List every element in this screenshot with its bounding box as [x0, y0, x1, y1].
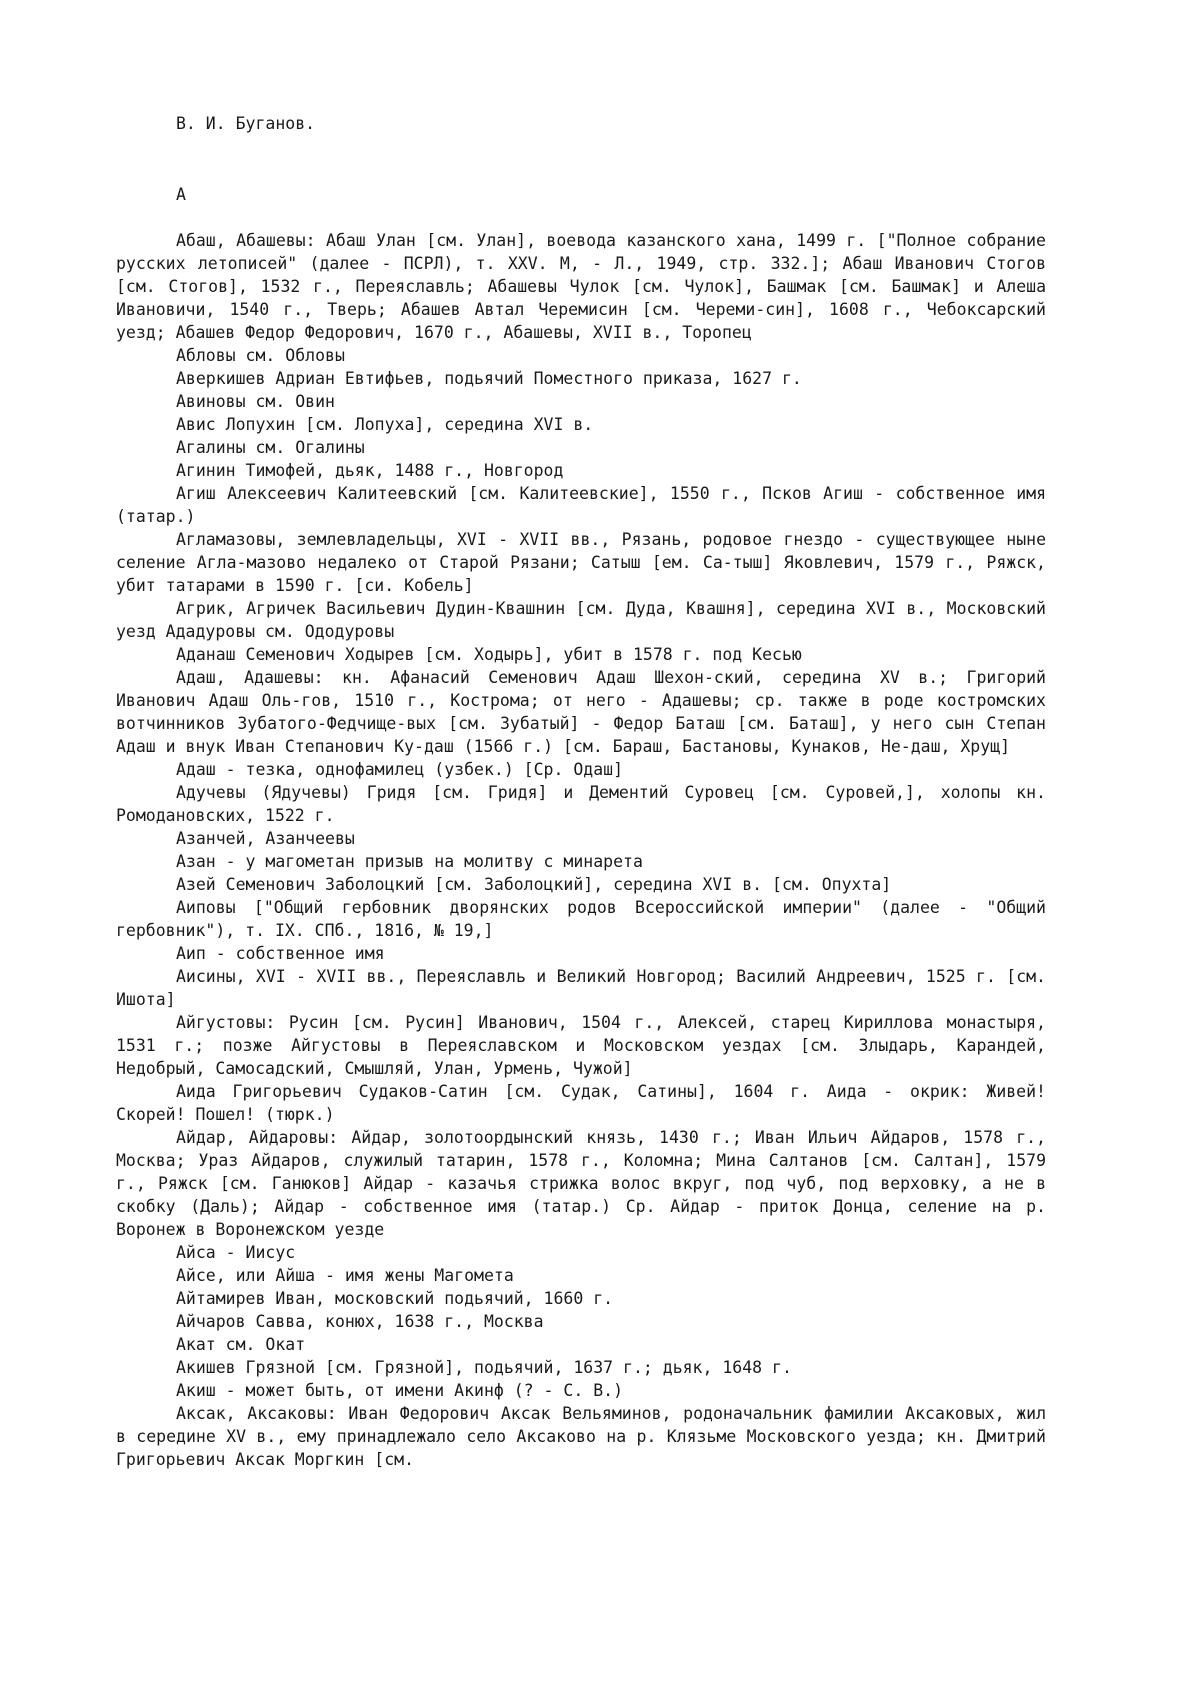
entry: Акишев Грязной [см. Грязной], подьячий, 1637 г.; дьяк, 1648 г. — [176, 1358, 792, 1377]
entry: Адучевы (Ядучевы) Гридя [см. Гридя] и Дементий Суровец [см. Суровей,], холопы кн. Ромодановских, 1522 г. — [116, 783, 1046, 825]
entry: Аип - собственное имя — [176, 944, 385, 963]
entry: Аида Григорьевич Судаков-Сатин [см. Судак, Сатины], 1604 г. Аида - окрик: Живей! Скорей! Пошел! (тюрк.) — [116, 1082, 1046, 1124]
entry: Абловы см. Обловы — [176, 346, 345, 365]
entry: Айтамирев Иван, московский подьячий, 1660 г. — [176, 1289, 614, 1308]
entry: Азанчей, Азанчеевы — [176, 829, 355, 848]
entry: Адаш - тезка, однофамилец (узбек.) [Ср. Одаш] — [176, 760, 624, 779]
entry: Аданаш Семенович Ходырев [см. Ходырь], убит в 1578 г. под Кесью — [176, 645, 802, 664]
entry: Аверкишев Адриан Евтифьев, подьячий Поместного приказа, 1627 г. — [176, 369, 802, 388]
section-letter: А — [176, 185, 186, 204]
entry: Айгустовы: Русин [см. Русин] Иванович, 1504 г., Алексей, старец Кириллова монастыря, 1531 г.; позже Айгустовы в Переяславском и Московском уездах [см. Злыдарь, Карандей, Недобрый, Самосадский, Смышляй, Улан, Урмень, Чужой] — [116, 1013, 1046, 1078]
entry: Азей Семенович Заболоцкий [см. Заболоцкий], середина XVI в. [см. Опухта] — [176, 875, 892, 894]
entry: Абаш, Абашевы: Абаш Улан [см. Улан], воевода казанского хана, 1499 г. ["Полное собрание русских летописей" (далее - ПСРЛ), т. XXV. М, - Л., 1949, стр. 332.]; Абаш Иванович Стогов [см. Стогов], 1532 г., Переяславль; Абашевы Чулок [см. Чулок], Башмак [см. Башмак] и Алеша Ивановичи, 1540 г., Тверь; Абашев Автал Черемисин [см. Череми-син], 1608 г., Чебоксарский уезд; Абашев Федор Федорович, 1670 г., Абашевы, XVII в., Торопец — [116, 231, 1046, 342]
dictionary-entries — [116, 229, 1046, 1471]
entry: Авиновы см. Овин — [176, 392, 335, 411]
author-name: В. И. Буганов. — [176, 114, 316, 133]
entry: Аисины, XVI - XVII вв., Переяславль и Великий Новгород; Василий Андреевич, 1525 г. [см. Ишота] — [116, 967, 1046, 1009]
entry: Авис Лопухин [см. Лопуха], середина XVI в. — [176, 415, 594, 434]
entry: Айса - Иисус — [176, 1243, 296, 1262]
entry: Азан - у магометан призыв на молитву с минарета — [176, 852, 643, 871]
entry: Агрик, Агричек Васильевич Дудин-Квашнин [см. Дуда, Квашня], середина XVI в., Московский уезд Ададуровы см. Ододуровы — [116, 599, 1046, 641]
entry: Адаш, Адашевы: кн. Афанасий Семенович Адаш Шехон-ский, середина XV в.; Григорий Иванович Адаш Оль-гов, 1510 г., Кострома; от него - Адашевы; ср. также в роде костромских вотчинников Зубатого-Федчище-вых [см. Зубатый] - Федор Баташ [см. Баташ], у него сын Степан Адаш и внук Иван Степанович Ку-даш (1566 г.) [см. Бараш, Бастановы, Кунаков, Не-даш, Хрущ] — [116, 668, 1046, 756]
entry: Агалины см. Огалины — [176, 438, 365, 457]
entry: Айдар, Айдаровы: Айдар, золотоордынский князь, 1430 г.; Иван Ильич Айдаров, 1578 г., Москва; Ураз Айдаров, служилый татарин, 1578 г., Коломна; Мина Салтанов [см. Салтан], 1579 г., Ряжск [см. Ганюков] Айдар - казачья стрижка волос вкруг, под чуб, под верховку, а не в скобку (Даль); Айдар - собственное имя (татар.) Ср. Айдар - приток Донца, селение на р. Воронеж в Воронежском уезде — [116, 1128, 1046, 1239]
entry: Акиш - может быть, от имени Акинф (? - С. В.) — [176, 1381, 624, 1400]
entry: Агинин Тимофей, дьяк, 1488 г., Новгород — [176, 461, 564, 480]
entry: Агиш Алексеевич Калитеевский [см. Калитеевские], 1550 г., Псков Агиш - собственное имя (татар.) — [116, 484, 1046, 526]
document-page — [116, 112, 1046, 1471]
entry: Айсе, или Айша - имя жены Магомета — [176, 1266, 514, 1285]
entry: Аиповы ["Общий гербовник дворянских родов Всероссийской империи" (далее - "Общий гербовник"), т. IX. СПб., 1816, № 19,] — [116, 898, 1046, 940]
entry: Айчаров Савва, конюх, 1638 г., Москва — [176, 1312, 544, 1331]
entry: Аксак, Аксаковы: Иван Федорович Аксак Вельяминов, родоначальник фамилии Аксаковых, жил в середине XV в., ему принадлежало село Аксаково на р. Клязьме Московского уезда; кн. Дмитрий Григорьевич Аксак Моргкин [см. — [116, 1404, 1046, 1469]
entry: Акат см. Окат — [176, 1335, 306, 1354]
entry: Агламазовы, землевладельцы, XVI - XVII вв., Рязань, родовое гнездо - существующее ныне селение Агла-мазово недалеко от Старой Рязани; Сатыш [ем. Са-тыш] Яковлевич, 1579 г., Ряжск, убит татарами в 1590 г. [си. Кобель] — [116, 530, 1046, 595]
